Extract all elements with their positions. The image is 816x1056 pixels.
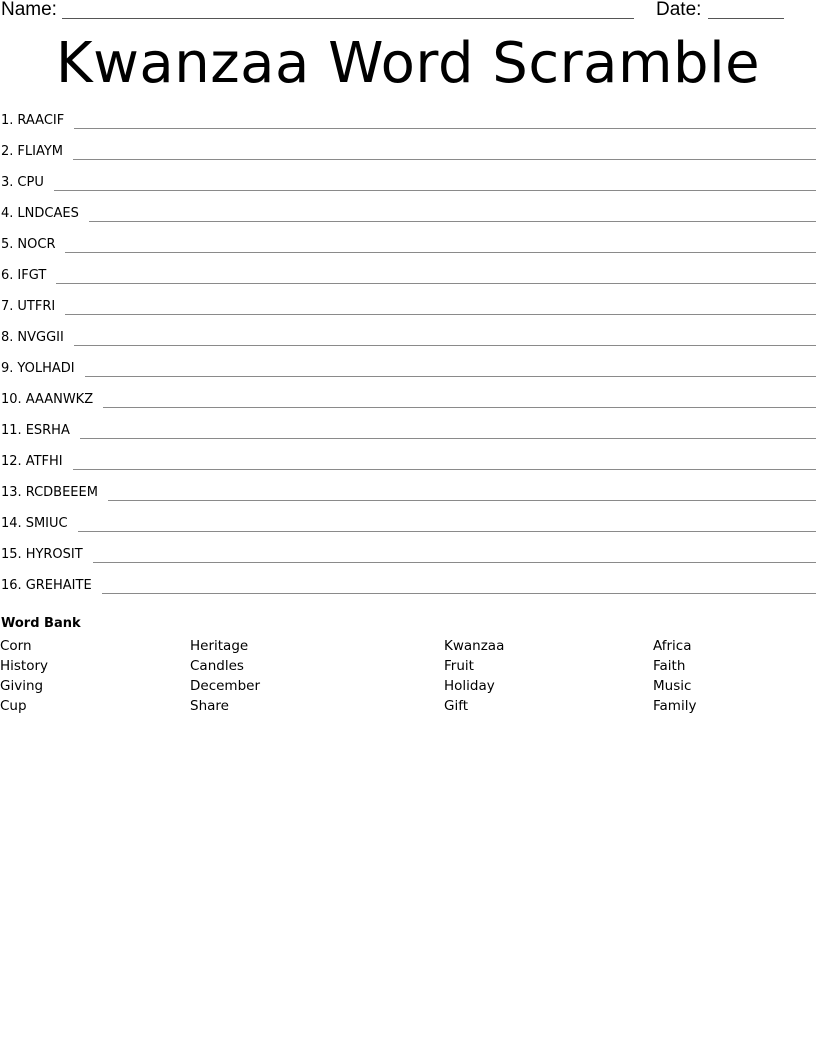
answer-line[interactable]: [74, 108, 816, 129]
question-row: [0, 170, 816, 201]
word-bank-title: Word Bank: [1, 616, 81, 631]
question-number: 6.: [1, 268, 14, 283]
scrambled-word: SMIUC: [25, 516, 68, 531]
question-number: 15.: [1, 547, 22, 562]
question-row: [0, 542, 816, 573]
answer-line[interactable]: [56, 263, 816, 284]
answer-line[interactable]: [102, 573, 816, 594]
scrambled-word: NOCR: [17, 237, 56, 252]
question-number: 4.: [1, 206, 14, 221]
answer-line[interactable]: [93, 542, 816, 563]
word-bank-item: Gift: [444, 698, 469, 714]
question-number: 2.: [1, 144, 14, 159]
question-label: [0, 356, 75, 382]
question-label: [0, 418, 70, 444]
question-row: [0, 294, 816, 325]
word-bank-column: [444, 636, 504, 716]
question-number: 8.: [1, 330, 14, 345]
scrambled-word: GREHAITE: [25, 578, 92, 593]
question-row: [0, 356, 816, 387]
scrambled-word: CPU: [17, 175, 44, 190]
page-title: Kwanzaa Word Scramble: [55, 31, 761, 96]
word-bank-item: Heritage: [190, 638, 249, 654]
scrambled-word: ESRHA: [25, 423, 70, 438]
word-bank-column: [653, 636, 696, 716]
answer-line[interactable]: [85, 356, 816, 377]
scrambled-word: RAACIF: [17, 113, 65, 128]
question-row: [0, 232, 816, 263]
question-number: 10.: [1, 392, 22, 407]
word-bank-column: [0, 636, 48, 716]
question-number: 1.: [1, 113, 14, 128]
question-label: [0, 480, 98, 506]
question-number: 13.: [1, 485, 22, 500]
worksheet-header: [0, 0, 816, 26]
question-number: 9.: [1, 361, 14, 376]
answer-line[interactable]: [74, 325, 816, 346]
question-number: 11.: [1, 423, 22, 438]
question-label: [0, 511, 68, 537]
question-number: 14.: [1, 516, 22, 531]
word-bank-item: Faith: [653, 658, 686, 674]
question-number: 5.: [1, 237, 14, 252]
word-bank-column: [190, 636, 260, 716]
scrambled-word: NVGGII: [17, 330, 64, 345]
answer-line[interactable]: [108, 480, 816, 501]
question-label: [0, 573, 92, 599]
question-label: [0, 139, 63, 165]
scrambled-word: LNDCAES: [17, 206, 79, 221]
answer-line[interactable]: [103, 387, 816, 408]
scrambled-word: HYROSIT: [25, 547, 83, 562]
question-row: [0, 480, 816, 511]
question-row: [0, 573, 816, 604]
question-row: [0, 418, 816, 449]
question-row: [0, 108, 816, 139]
scrambled-word: UTFRI: [17, 299, 56, 314]
answer-line[interactable]: [89, 201, 816, 222]
answer-line[interactable]: [78, 511, 816, 532]
question-row: [0, 263, 816, 294]
word-bank-item: Giving: [0, 678, 44, 694]
word-bank-item: Corn: [0, 638, 32, 654]
date-label: Date:: [656, 0, 702, 20]
question-number: 3.: [1, 175, 14, 190]
scrambled-word: AAANWKZ: [25, 392, 94, 407]
word-bank-item: Africa: [653, 638, 692, 654]
question-label: [0, 263, 46, 289]
word-bank-item: Holiday: [444, 678, 495, 694]
word-bank-item: December: [190, 678, 261, 694]
question-label: [0, 542, 83, 568]
answer-line[interactable]: [80, 418, 816, 439]
question-label: [0, 325, 64, 351]
name-label: Name:: [1, 0, 57, 20]
answer-line[interactable]: [65, 294, 816, 315]
word-bank-item: Candles: [190, 658, 244, 674]
word-bank-item: Fruit: [444, 658, 474, 674]
question-number: 12.: [1, 454, 22, 469]
question-row: [0, 387, 816, 418]
question-label: [0, 170, 44, 196]
question-label: [0, 108, 64, 134]
question-row: [0, 139, 816, 170]
answer-line[interactable]: [54, 170, 816, 191]
answer-line[interactable]: [73, 449, 816, 470]
answer-line[interactable]: [73, 139, 816, 160]
question-row: [0, 511, 816, 542]
question-list: [0, 108, 816, 604]
question-label: [0, 294, 55, 320]
word-bank-item: History: [0, 658, 49, 674]
scrambled-word: RCDBEEEM: [25, 485, 98, 500]
question-label: [0, 201, 79, 227]
question-number: 7.: [1, 299, 14, 314]
scrambled-word: FLIAYM: [17, 144, 64, 159]
word-bank-item: Kwanzaa: [444, 638, 505, 654]
word-bank-item: Cup: [0, 698, 27, 714]
scrambled-word: YOLHADI: [17, 361, 75, 376]
question-row: [0, 201, 816, 232]
question-row: [0, 325, 816, 356]
question-row: [0, 449, 816, 480]
word-bank-item: Share: [190, 698, 229, 714]
question-label: [0, 387, 93, 413]
date-field[interactable]: [708, 18, 784, 19]
name-field[interactable]: [62, 18, 634, 19]
word-bank-item: Music: [653, 678, 692, 694]
question-label: [0, 449, 63, 475]
question-number: 16.: [1, 578, 22, 593]
question-label: [0, 232, 55, 258]
scrambled-word: IFGT: [17, 268, 47, 283]
answer-line[interactable]: [65, 232, 816, 253]
scrambled-word: ATFHI: [25, 454, 63, 469]
word-bank-item: Family: [653, 698, 697, 714]
